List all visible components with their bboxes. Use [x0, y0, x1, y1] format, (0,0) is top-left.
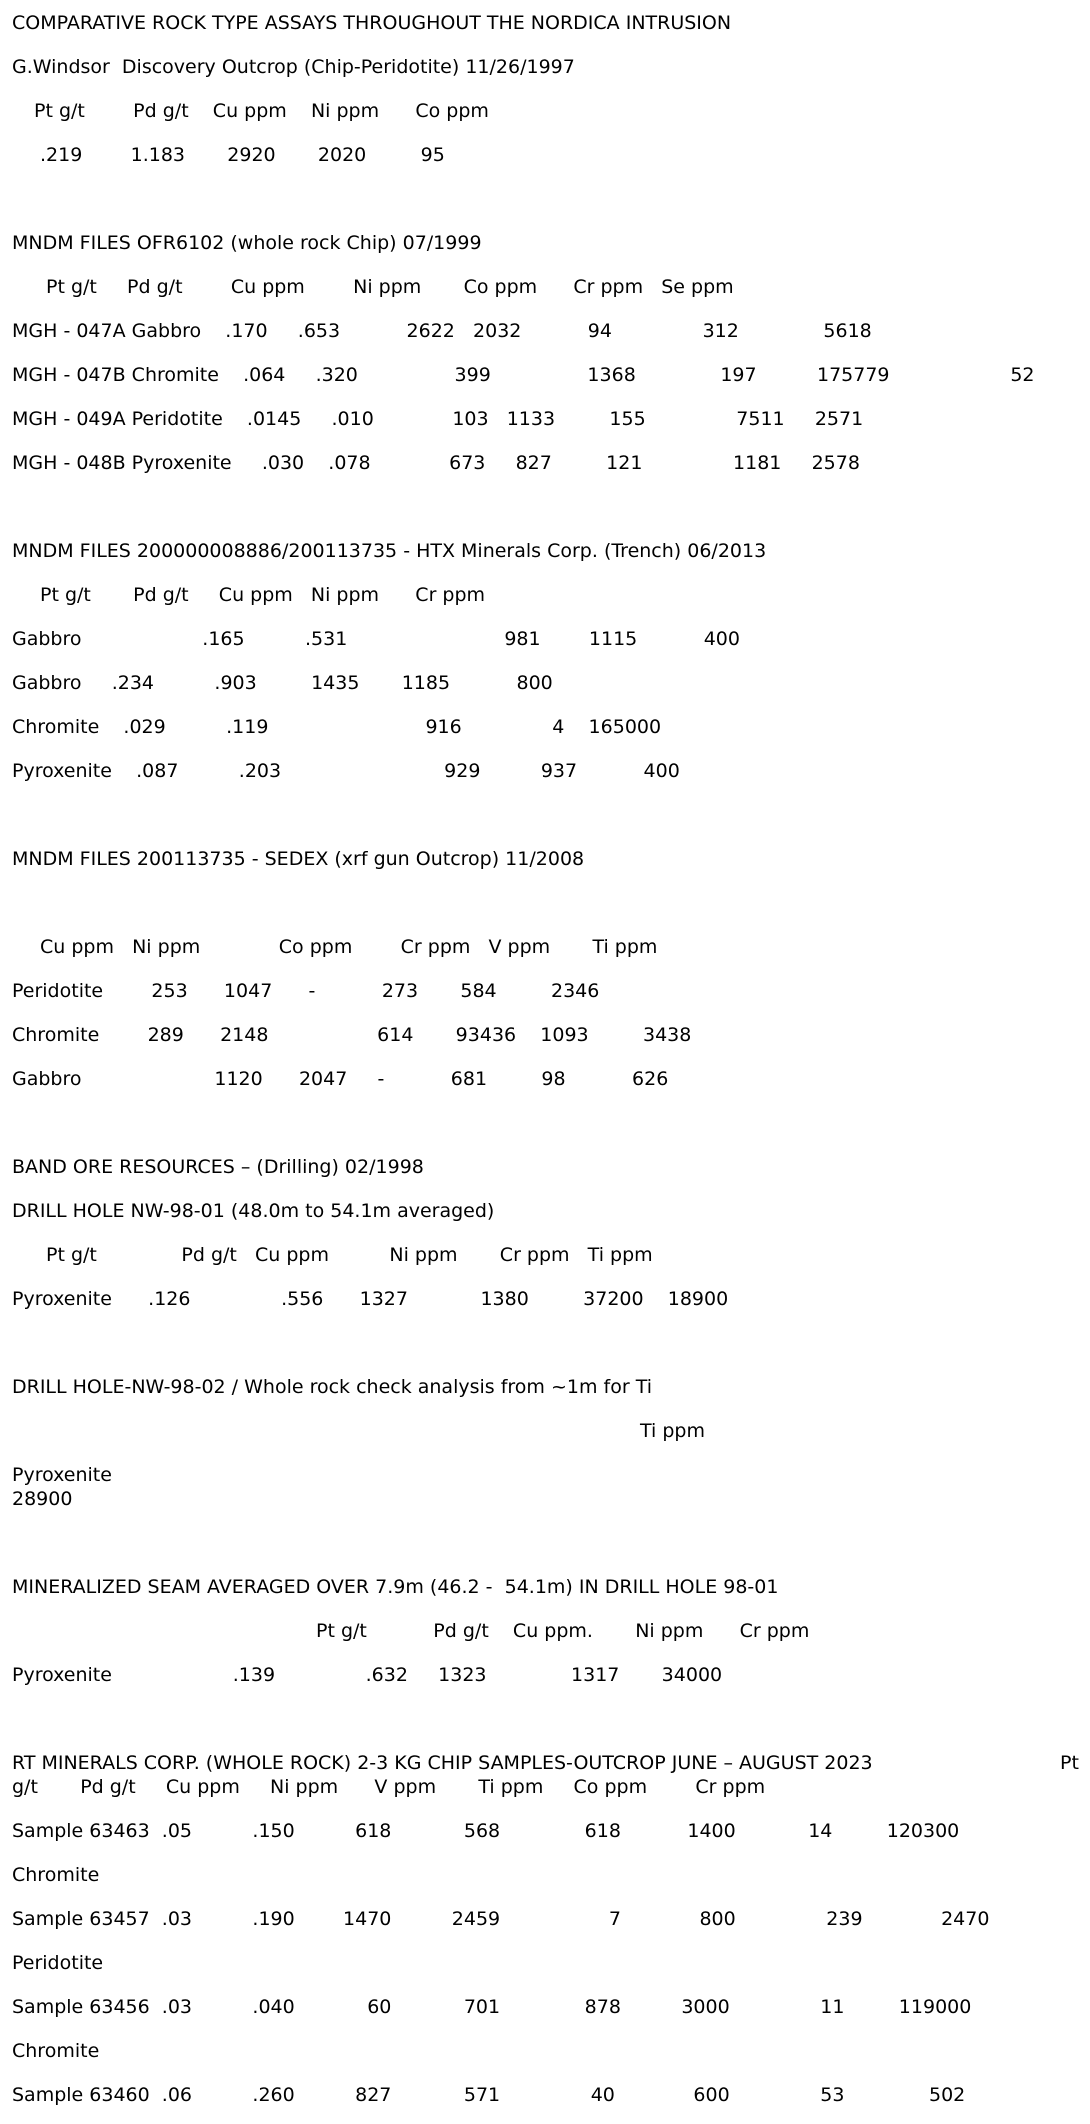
column-header-row: Pt g/t Pd g/t Cu ppm Ni ppm Co ppm Cr ppm Se ppm	[46, 276, 734, 298]
table-row: Gabbro .234 .903 1435 1185 800	[12, 672, 553, 694]
row-value: 28900	[12, 1488, 73, 1510]
column-header-row: Pt g/t Pd g/t Cu ppm Ni ppm Cr ppm	[40, 584, 486, 606]
table-row: Peridotite 253 1047 - 273 584 2346	[12, 980, 600, 1002]
table-row: Sample 63456 .03 .040 60 701 878 3000 11 119000	[12, 1996, 972, 2018]
section-heading: MNDM FILES 200113735 - SEDEX (xrf gun Outcrop) 11/2008	[12, 848, 585, 870]
row-label: Pyroxenite	[12, 1464, 112, 1486]
table-row: MGH - 047B Chromite .064 .320 399 1368 197 175779 52	[12, 364, 1035, 386]
table-row: Chromite 289 2148 614 93436 1093 3438	[12, 1024, 692, 1046]
column-header-row: g/t Pd g/t Cu ppm Ni ppm V ppm Ti ppm Co ppm Cr ppm	[12, 1776, 766, 1798]
table-row: Sample 63463 .05 .150 618 568 618 1400 14 120300	[12, 1820, 960, 1842]
table-row: MGH - 049A Peridotite .0145 .010 103 1133 155 7511 2571	[12, 408, 864, 430]
table-row: Pyroxenite .126 .556 1327 1380 37200 18900	[12, 1288, 729, 1310]
section-subheading: DRILL HOLE NW-98-01 (48.0m to 54.1m averaged)	[12, 1200, 495, 1222]
column-header-row: Pt g/t Pd g/t Cu ppm Ni ppm Cr ppm Ti ppm	[46, 1244, 653, 1266]
section-heading: RT MINERALS CORP. (WHOLE ROCK) 2-3 KG CHIP SAMPLES-OUTCROP JUNE – AUGUST 2023	[12, 1752, 873, 1774]
row-rock-type: Chromite	[12, 1864, 100, 1886]
table-row: Sample 63460 .06 .260 827 571 40 600 53 502	[12, 2084, 966, 2106]
table-row: Sample 63457 .03 .190 1470 2459 7 800 239 2470	[12, 1908, 990, 1930]
column-header-row: Ti ppm	[640, 1420, 705, 1442]
section-heading: MNDM FILES OFR6102 (whole rock Chip) 07/1999	[12, 232, 482, 254]
table-row: Pyroxenite .139 .632 1323 1317 34000	[12, 1664, 723, 1686]
row-rock-type: Peridotite	[12, 1952, 104, 1974]
section-heading: MNDM FILES 200000008886/200113735 - HTX Minerals Corp. (Trench) 06/2013	[12, 540, 767, 562]
table-row: MGH - 048B Pyroxenite .030 .078 673 827 121 1181 2578	[12, 452, 860, 474]
table-row: Gabbro .165 .531 981 1115 400	[12, 628, 740, 650]
table-row: Chromite .029 .119 916 4 165000	[12, 716, 662, 738]
table-row: Gabbro 1120 2047 - 681 98 626	[12, 1068, 669, 1090]
section-heading: DRILL HOLE-NW-98-02 / Whole rock check analysis from ~1m for Ti	[12, 1376, 652, 1398]
table-row: .219 1.183 2920 2020 95	[40, 144, 445, 166]
column-header-row: Cu ppm Ni ppm Co ppm Cr ppm V ppm Ti ppm	[40, 936, 658, 958]
table-row: MGH - 047A Gabbro .170 .653 2622 2032 94 312 5618	[12, 320, 872, 342]
section-heading: G.Windsor Discovery Outcrop (Chip-Peridotite) 11/26/1997	[12, 56, 575, 78]
section-heading: BAND ORE RESOURCES – (Drilling) 02/1998	[12, 1156, 424, 1178]
column-header-row: Pt g/t Pd g/t Cu ppm Ni ppm Co ppm	[34, 100, 489, 122]
table-row: Pyroxenite .087 .203 929 937 400	[12, 760, 680, 782]
document-title: COMPARATIVE ROCK TYPE ASSAYS THROUGHOUT THE NORDICA INTRUSION	[12, 12, 732, 34]
column-header-row: Pt g/t Pd g/t Cu ppm. Ni ppm Cr ppm	[316, 1620, 810, 1642]
section-heading-tail: Pt	[1060, 1752, 1079, 1774]
row-rock-type: Chromite	[12, 2040, 100, 2062]
section-heading: MINERALIZED SEAM AVERAGED OVER 7.9m (46.2 - 54.1m) IN DRILL HOLE 98-01	[12, 1576, 779, 1598]
